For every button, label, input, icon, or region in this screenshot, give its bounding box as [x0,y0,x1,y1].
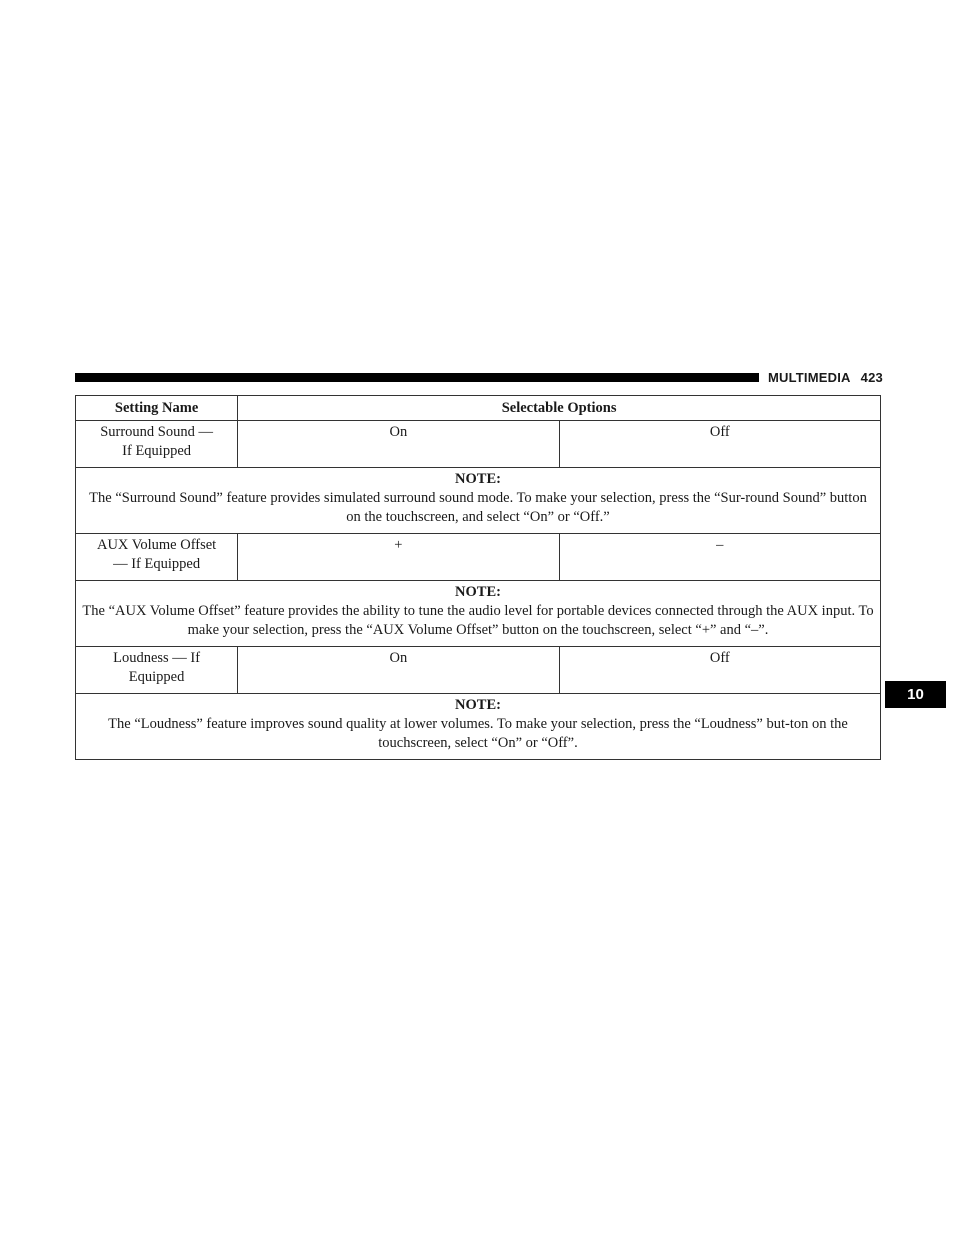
setting-name-aux-volume-offset [76,534,238,581]
note-row [76,694,881,760]
option-cell: + [238,534,559,581]
note-text: The “Loudness” feature improves sound quality at lower volumes. To make your selection, press the “Loudness” but-ton on the touchscreen, select “On” or “Off”. [108,716,848,751]
settings-table [75,395,881,760]
table-row [76,534,881,581]
option-cell: On [238,421,559,468]
setting-name-surround-sound [76,421,238,468]
page-number: 423 [860,370,883,385]
setting-name-line: If Equipped [122,443,192,459]
setting-name-loudness [76,647,238,694]
table-row [76,421,881,468]
running-header [768,370,883,385]
setting-name-line: Surround Sound — [100,424,213,440]
note-cell [76,581,881,647]
column-header-selectable-options: Selectable Options [238,396,881,421]
setting-name-line: — If Equipped [113,556,201,572]
note-text: The “AUX Volume Offset” feature provides the ability to tune the audio level for portable devices connected through the AUX input. To make your selection, press the “AUX Volume Offset” button on the touchscreen, select “+” and “–”. [82,603,874,638]
note-row [76,468,881,534]
option-cell: – [559,534,880,581]
setting-name-line: Equipped [128,669,185,685]
note-title: NOTE: [455,471,501,487]
option-cell: Off [559,421,880,468]
note-cell [76,468,881,534]
note-title: NOTE: [455,584,501,600]
setting-name-line: AUX Volume Offset [96,537,217,553]
chapter-tab: 10 [885,681,946,708]
table-header-row [76,396,881,421]
header-rule [75,373,759,382]
note-title: NOTE: [455,697,501,713]
column-header-setting-name: Setting Name [76,396,238,421]
section-title: MULTIMEDIA [768,370,851,385]
note-text: The “Surround Sound” feature provides simulated surround sound mode. To make your selection, press the “Sur-round Sound” button on the touchscreen, and select “On” or “Off.” [89,490,867,525]
option-cell: Off [559,647,880,694]
setting-name-line: Loudness — If [113,650,201,666]
note-row [76,581,881,647]
table-row [76,647,881,694]
option-cell: On [238,647,559,694]
note-cell [76,694,881,760]
